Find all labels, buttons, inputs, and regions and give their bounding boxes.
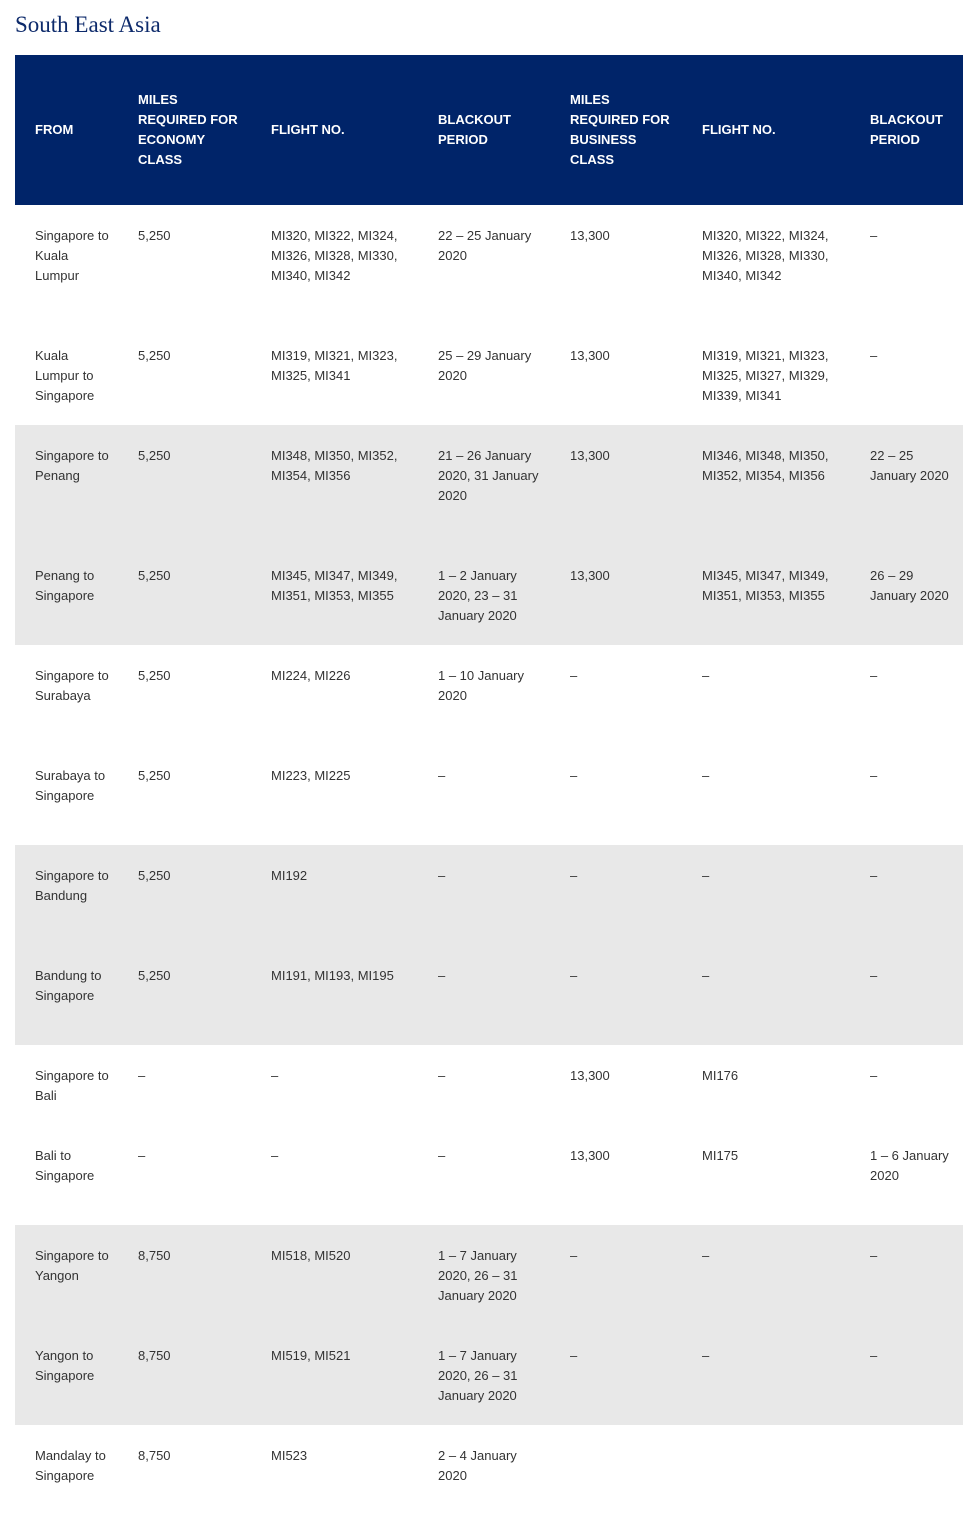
cell-miles-business: 13,300 (570, 448, 610, 463)
cell-flight-no-economy: MI223, MI225 (271, 768, 351, 783)
cell-flight-no-economy: MI518, MI520 (271, 1248, 351, 1263)
cell-from: Singapore to Bali (35, 1068, 109, 1103)
miles-table (15, 55, 963, 1535)
table-row (15, 945, 963, 1045)
cell-blackout-economy: 1 – 10 January 2020 (438, 668, 525, 703)
cell-blackout-economy: – (438, 868, 446, 883)
cell-flight-no-business: – (702, 1348, 710, 1363)
cell-blackout-business: – (870, 968, 878, 983)
cell-from: Singapore to Kuala Lumpur (35, 228, 109, 283)
cell-from: Yangon to Singapore (35, 1348, 95, 1383)
cell-flight-no-economy: MI348, MI350, MI352, MI354, MI356 (271, 448, 398, 483)
cell-miles-business: 13,300 (570, 1148, 610, 1163)
cell-from: Singapore to Surabaya (35, 668, 109, 703)
cell-miles-economy: 8,750 (138, 1248, 171, 1263)
cell-flight-no-economy: – (271, 1148, 279, 1163)
cell-flight-no-economy: MI320, MI322, MI324, MI326, MI328, MI330, MI340, MI342 (271, 228, 398, 283)
cell-miles-economy: 5,250 (138, 348, 171, 363)
cell-from: Singapore to Yangon (35, 1248, 109, 1283)
cell-blackout-economy: 1 – 2 January 2020, 23 – 31 January 2020 (438, 568, 518, 623)
cell-from: Kuala Lumpur to Singapore (35, 348, 95, 403)
table-row (15, 745, 963, 845)
cell-miles-economy: – (138, 1068, 146, 1083)
cell-blackout-economy: 21 – 26 January 2020, 31 January 2020 (438, 448, 539, 503)
cell-miles-business: – (570, 768, 578, 783)
table-row (15, 1045, 963, 1125)
table-row (15, 1425, 963, 1535)
cell-miles-business: 13,300 (570, 568, 610, 583)
cell-blackout-economy: – (438, 968, 446, 983)
cell-blackout-economy: 1 – 7 January 2020, 26 – 31 January 2020 (438, 1348, 518, 1403)
cell-miles-business: 13,300 (570, 1068, 610, 1083)
table-row (15, 645, 963, 745)
cell-miles-business: 13,300 (570, 228, 610, 243)
table-header (15, 55, 963, 205)
cell-blackout-economy: – (438, 1068, 446, 1083)
header-blackout-business: BLACKOUT PERIOD (870, 112, 943, 147)
cell-from: Surabaya to Singapore (35, 768, 106, 803)
table-row (15, 325, 963, 425)
cell-miles-economy: – (138, 1148, 146, 1163)
cell-blackout-economy: 2 – 4 January 2020 (438, 1448, 517, 1483)
table-row (15, 1225, 963, 1325)
table-row (15, 205, 963, 325)
cell-blackout-business: – (870, 1068, 878, 1083)
cell-from: Singapore to Penang (35, 448, 109, 483)
cell-flight-no-economy: MI345, MI347, MI349, MI351, MI353, MI355 (271, 568, 398, 603)
cell-blackout-economy: 22 – 25 January 2020 (438, 228, 532, 263)
cell-flight-no-economy: MI191, MI193, MI195 (271, 968, 394, 983)
cell-miles-economy: 5,250 (138, 968, 171, 983)
cell-flight-no-business: MI346, MI348, MI350, MI352, MI354, MI356 (702, 448, 829, 483)
header-flight-no-economy: FLIGHT NO. (271, 122, 345, 137)
cell-miles-business: – (570, 668, 578, 683)
header-blackout-economy: BLACKOUT PERIOD (438, 112, 511, 147)
cell-blackout-business: 26 – 29 January 2020 (870, 568, 949, 603)
cell-flight-no-business: MI176 (702, 1068, 739, 1083)
cell-blackout-business: – (870, 768, 878, 783)
cell-blackout-business: – (870, 348, 878, 363)
cell-flight-no-business: – (702, 668, 710, 683)
cell-flight-no-economy: MI319, MI321, MI323, MI325, MI341 (271, 348, 398, 383)
cell-blackout-business: 22 – 25 January 2020 (870, 448, 949, 483)
cell-from: Singapore to Bandung (35, 868, 109, 903)
cell-flight-no-economy: MI224, MI226 (271, 668, 351, 683)
cell-flight-no-business: MI319, MI321, MI323, MI325, MI327, MI329, MI339, MI341 (702, 348, 829, 403)
cell-from: Penang to Singapore (35, 568, 95, 603)
table-row (15, 1325, 963, 1425)
cell-miles-economy: 5,250 (138, 868, 171, 883)
cell-miles-economy: 5,250 (138, 768, 171, 783)
cell-miles-economy: 8,750 (138, 1448, 171, 1463)
cell-miles-economy: 8,750 (138, 1348, 171, 1363)
header-miles-business: MILES REQUIRED FOR BUSINESS CLASS (570, 92, 670, 167)
cell-blackout-business: – (870, 1348, 878, 1363)
cell-flight-no-economy: MI523 (271, 1448, 308, 1463)
cell-from: Mandalay to Singapore (35, 1448, 106, 1483)
cell-blackout-business (850, 1425, 963, 1535)
table-body (15, 205, 963, 1535)
cell-blackout-economy: 25 – 29 January 2020 (438, 348, 532, 383)
cell-flight-no-business (682, 1425, 850, 1535)
cell-blackout-economy: – (438, 1148, 446, 1163)
cell-from: Bandung to Singapore (35, 968, 102, 1003)
cell-miles-business (550, 1425, 682, 1535)
table-row (15, 425, 963, 545)
cell-flight-no-economy: MI519, MI521 (271, 1348, 351, 1363)
cell-flight-no-business: MI320, MI322, MI324, MI326, MI328, MI330, MI340, MI342 (702, 228, 829, 283)
cell-flight-no-business: MI345, MI347, MI349, MI351, MI353, MI355 (702, 568, 829, 603)
header-from: FROM (35, 122, 74, 137)
cell-flight-no-business: – (702, 1248, 710, 1263)
cell-blackout-economy: 1 – 7 January 2020, 26 – 31 January 2020 (438, 1248, 518, 1303)
header-row (15, 55, 963, 205)
header-flight-no-business: FLIGHT NO. (702, 122, 776, 137)
cell-blackout-business: – (870, 668, 878, 683)
cell-miles-business: – (570, 868, 578, 883)
cell-blackout-business: – (870, 1248, 878, 1263)
cell-flight-no-economy: MI192 (271, 868, 308, 883)
cell-blackout-business: 1 – 6 January 2020 (870, 1148, 949, 1183)
cell-blackout-business: – (870, 868, 878, 883)
page-title: South East Asia (15, 12, 161, 37)
cell-miles-economy: 5,250 (138, 228, 171, 243)
cell-flight-no-business: – (702, 768, 710, 783)
cell-blackout-economy: – (438, 768, 446, 783)
cell-miles-business: – (570, 1348, 578, 1363)
table-row (15, 1125, 963, 1225)
cell-miles-economy: 5,250 (138, 448, 171, 463)
cell-flight-no-business: – (702, 968, 710, 983)
table-row (15, 545, 963, 645)
header-miles-economy: MILES REQUIRED FOR ECONOMY CLASS (138, 92, 238, 167)
cell-from: Bali to Singapore (35, 1148, 95, 1183)
cell-miles-business: – (570, 968, 578, 983)
cell-miles-economy: 5,250 (138, 568, 171, 583)
cell-flight-no-business: – (702, 868, 710, 883)
cell-miles-business: 13,300 (570, 348, 610, 363)
cell-miles-business: – (570, 1248, 578, 1263)
cell-blackout-business: – (870, 228, 878, 243)
cell-flight-no-economy: – (271, 1068, 279, 1083)
cell-miles-economy: 5,250 (138, 668, 171, 683)
cell-flight-no-business: MI175 (702, 1148, 739, 1163)
table-row (15, 845, 963, 945)
